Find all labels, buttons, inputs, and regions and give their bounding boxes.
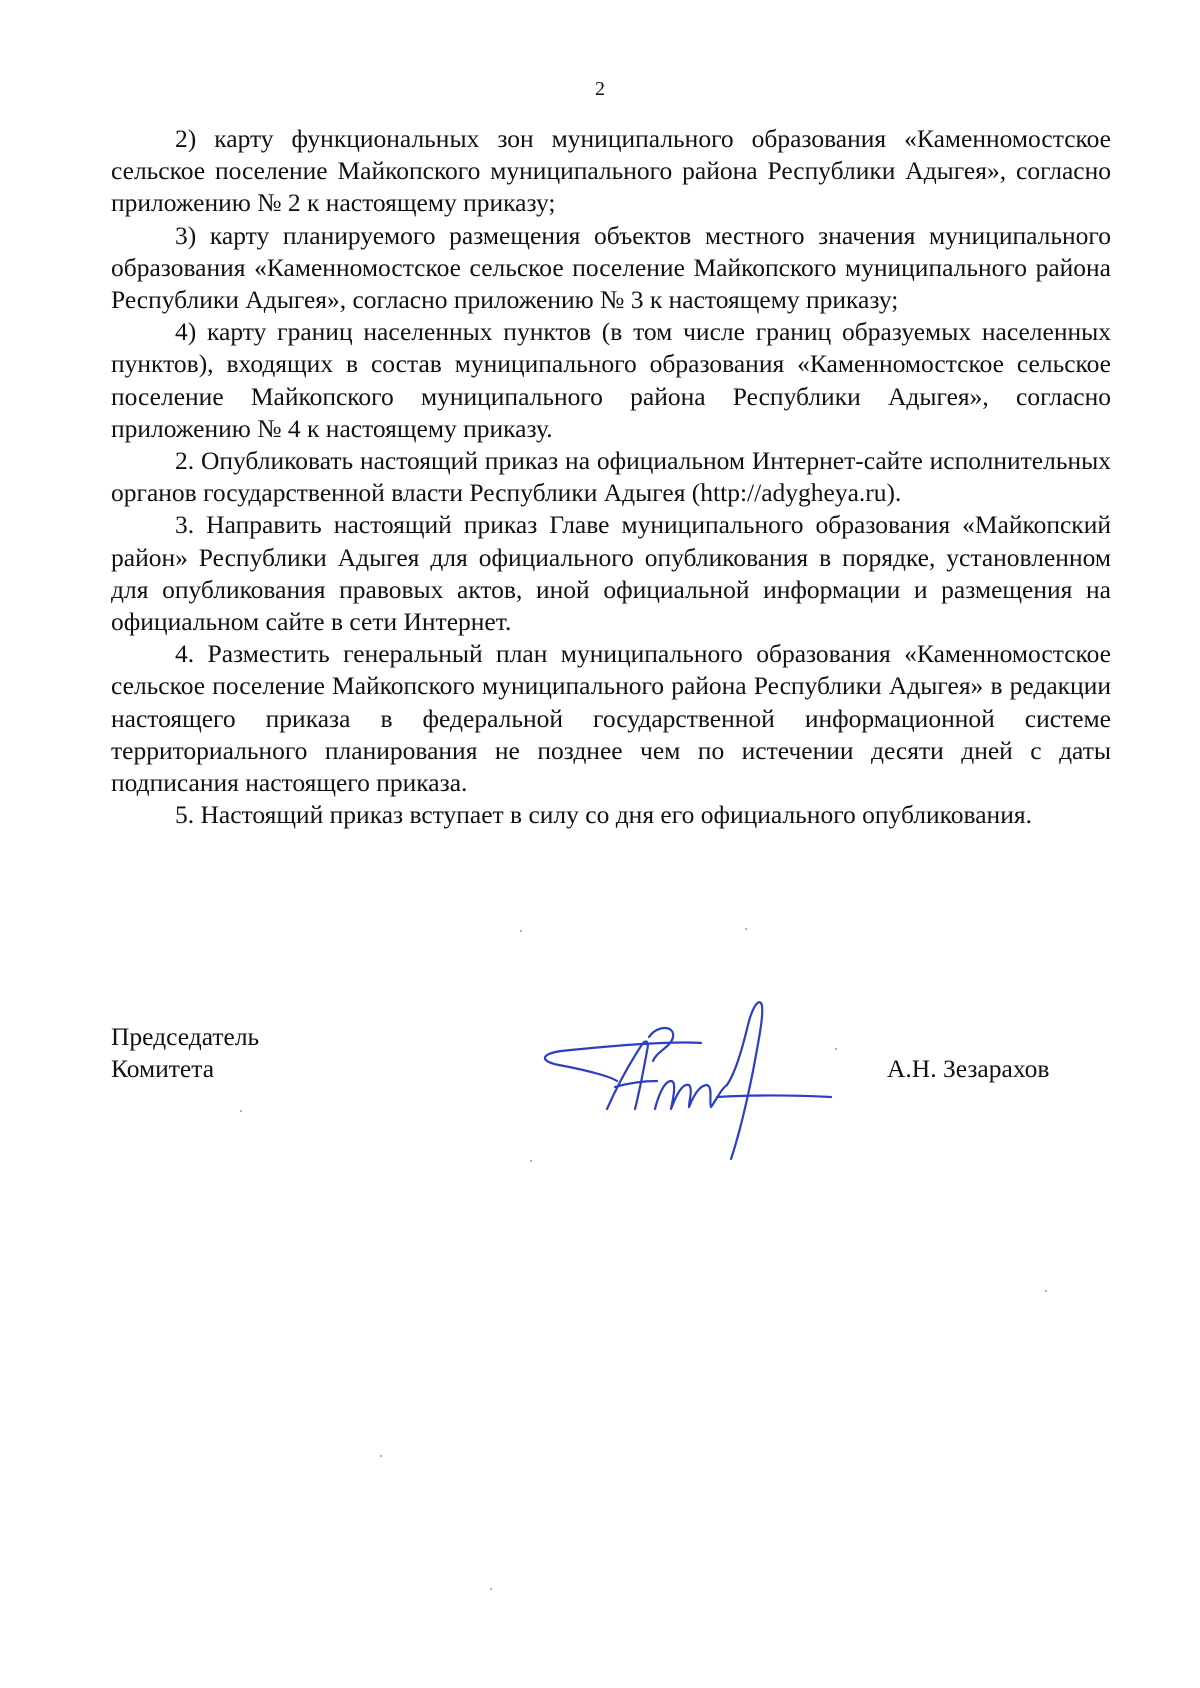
paragraph-clause-3: 3. Направить настоящий приказ Главе муниципального образования «Майкопский район» Республики Адыгея для официального опубликования в порядке, установленном для опубликования правовых актов, иной официальной информации и размещения на официальном сайте в сети Интернет. [111, 510, 1111, 637]
scan-speck [380, 1455, 382, 1457]
document-body [111, 123, 1111, 831]
scan-speck [240, 1110, 242, 1112]
handwritten-signature [531, 981, 851, 1171]
scan-speck [530, 1160, 532, 1162]
scan-speck [745, 928, 747, 930]
scan-speck [1045, 1290, 1047, 1292]
paragraph-clause-5: 5. Настоящий приказ вступает в силу со дня его официального опубликования. [175, 800, 1032, 830]
signature-block [111, 1021, 1111, 1161]
paragraph-item-4: 4) карту границ населенных пунктов (в том числе границ образуемых населенных пунктов), входящих в состав муниципального образования «Каменномостское сельское поселение Майкопского муниципального района Республики Адыгея», согласно приложению № 4 к настоящему приказу. [111, 317, 1111, 443]
paragraph-clause-2: 2. Опубликовать настоящий приказ на официальном Интернет-сайте исполнительных органов государственной власти Республики Адыгея (http://adygheya.ru). [111, 446, 1111, 508]
scan-speck [490, 1588, 492, 1590]
signatory-title [111, 1021, 259, 1085]
scan-speck [520, 930, 522, 932]
signatory-title-line2: Комитета [111, 1054, 215, 1084]
paragraph-item-2: 2) карту функциональных зон муниципального образования «Каменномостское сельское поселение Майкопского муниципального района Республики Адыгея», согласно приложению № 2 к настоящему приказу; [111, 124, 1111, 218]
page-number: 2 [595, 78, 605, 100]
signatory-title-line1: Председатель [111, 1022, 260, 1051]
paragraph-clause-4: 4. Разместить генеральный план муниципального образования «Каменномостское сельское поселение Майкопского муниципального района Республики Адыгея» в редакции настоящего приказа в федеральной государственной информационной системе территориального планирования не позднее чем по истечении десяти дней с даты подписания настоящего приказа. [111, 639, 1111, 798]
paragraph-item-3: 3) карту планируемого размещения объектов местного значения муниципального образования «Каменномостское сельское поселение Майкопского муниципального района Республики Адыгея», согласно приложению № 3 к настоящему приказу; [111, 220, 1111, 315]
scan-speck [835, 1048, 837, 1050]
signatory-name: А.Н. Зезарахов [887, 1054, 1050, 1083]
